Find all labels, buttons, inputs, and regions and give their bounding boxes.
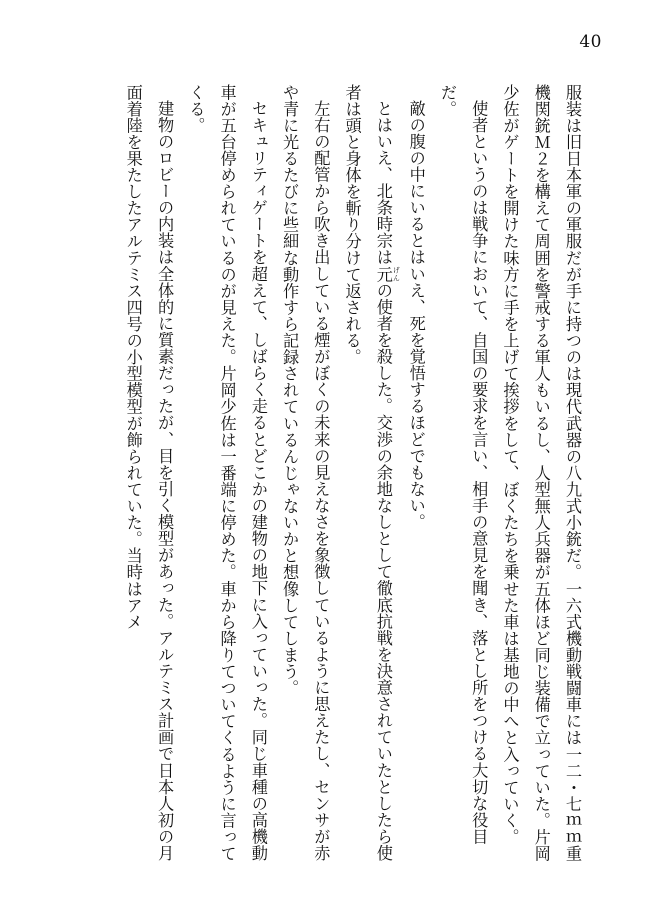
paragraph-4-before: とはいえ、北条時宗は	[373, 100, 393, 266]
ruby-reading: げん	[392, 265, 401, 283]
paragraph-2: 使者というのは戦争において、自国の要求を言い、相手の意見を聞き、落とし所をつける大切な役目だ。	[437, 84, 489, 845]
paragraph-6: セキュリティゲートを超えて、しばらく走るとどこかの建物の地下に入っていった。同じ車種の高機動車が五台停められているのが見えた。片岡少佐は一番端に停めた。車から降りてついてくるように言ってくる。	[186, 84, 268, 862]
ruby-gen	[373, 265, 401, 283]
vertical-text-body	[48, 84, 588, 874]
paragraph-3: 敵の腹の中にいるとはいえ、死を覚悟するほどでもない。	[406, 100, 426, 531]
paragraph-4	[336, 84, 400, 874]
paragraph-5: 左右の配管から吹き出している煙がぼくの未来の見えなさを象徴しているように思えたし、センサが赤や青に光るたびに些細な動作すら記録されているんじゃないかと想像してしまう。	[280, 84, 331, 862]
paragraph-1: 服装は旧日本軍の軍服だが手に持つのは現代武器の八九式小銃だ。一六式機動戦闘車には一二・七ｍｍ重機関銃Ｍ２を構えて周囲を警戒する軍人もいるし、人型無人兵器が五体ほど同じ装備で立っていた。片岡少佐がゲートを開けた味方に手を上げて挨拶をして、ぼくたちを乗せた車は基地の中へと入っていく。	[500, 84, 582, 862]
page-number: 40	[579, 32, 602, 52]
paragraph-7: 建物のロビーの内装は全体的に質素だったが、目を引く模型があった。アルテミス計画で日本人初の月面着陸を果たしたアルテミス四号の小型模型が飾られていた。当時はアメ	[123, 84, 175, 862]
ruby-base: 元	[373, 265, 393, 283]
paragraph-4-after: の使者を殺した。交渉の余地なしとして徹底抗戦を決意されていたとしたら使者は頭と身体を斬り分けて返される。	[342, 84, 393, 862]
